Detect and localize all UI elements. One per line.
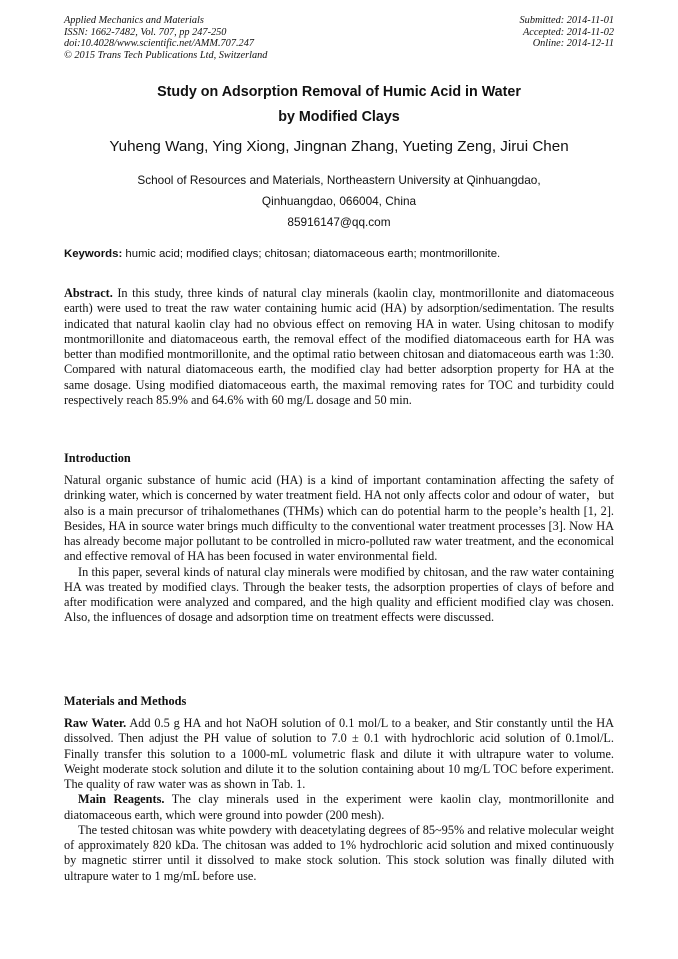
accepted-date: Accepted: 2014-11-02 [522, 26, 614, 38]
introduction-heading: Introduction [64, 451, 131, 465]
main-reagents-text: The clay minerals used in the experiment were kaolin clay, montmorillonite and diatomaceous earth, which were ground into powder (200 mesh). [64, 792, 614, 822]
abstract-text: In this study, three kinds of natural clay minerals (kaolin clay, montmorillonite and diatomaceous earth) were used to treat the raw water containing humic acid (HA) by adsorption/sedimentation. The results indicated that natural kaolin clay had no obvious effect on removing HA in water. Using chitosan to modify montmorillonite and diatomaceous earth, the removal effect of the modified diatomaceous earth for HA was better than modified montmorillonite, and the optimal ratio between chitosan and diatomaceous earth was 1:30. Compared with natural diatomaceous earth, the modified clay had better adsorption property for HA at the same dosage. Using modified diatomaceous earth, the maximal removing rates for TOC and turbidity could respectively reach 85.9% and 64.6% with 60 mg/L dosage and 50 min. [64, 286, 614, 407]
raw-water-text: Add 0.5 g HA and hot NaOH solution of 0.1 mol/L to a beaker, and Stir constantly until the HA dissolved. Then adjust the PH value of solution to 7.0 ± 0.1 with hydrochloric acid solution of 0.1mol/L. Finally transfer this solution to a 1000-mL volumetric flask and dilute it with ultrapure water to volume. Weight moderate stock solution and dilute it to the solution containing about 10 mg/L TOC before experiment. The quality of raw water was as shown in Tab. 1. [64, 716, 614, 791]
main-reagents-label: Main Reagents. [78, 792, 165, 807]
keywords-label: Keywords: [64, 248, 123, 260]
author-email: 85916147@qq.com [287, 215, 391, 229]
abstract [64, 286, 614, 408]
journal-name: Applied Mechanics and Materials [64, 15, 204, 26]
title-line-1: Study on Adsorption Removal of Humic Acid in Water [157, 84, 521, 100]
online-date: Online: 2014-12-11 [532, 38, 614, 50]
affiliation-line-1: School of Resources and Materials, Northeastern University at Qinhuangdao, [137, 173, 541, 187]
abstract-label: Abstract. [64, 286, 113, 300]
doi-line: doi:10.4028/www.scientific.net/AMM.707.247 [64, 38, 254, 50]
keywords-text: humic acid; modified clays; chitosan; diatomaceous earth; montmorillonite. [122, 248, 501, 260]
paper-title [64, 80, 614, 130]
raw-water-label: Raw Water. [64, 716, 127, 730]
affiliation [64, 170, 614, 233]
issn-line: ISSN: 1662-7482, Vol. 707, pp 247-250 [64, 26, 227, 38]
submitted-date: Submitted: 2014-11-01 [519, 15, 614, 26]
keywords [64, 248, 624, 260]
affiliation-line-2: Qinhuangdao, 066004, China [261, 194, 417, 208]
introduction-body [64, 473, 614, 626]
title-line-2: by Modified Clays [278, 109, 400, 125]
submission-dates [520, 15, 614, 50]
introduction-paragraph-2: In this paper, several kinds of natural clay minerals were modified by chitosan, and the raw water containing HA was treated by modified clays. Through the beaker tests, the adsorption properties of clays of before and after modification were analyzed and compared, and the high quality and efficient modified clay was chosen. Also, the influences of dosage and adsorption time on treatment effects were discussed. [64, 564, 614, 625]
introduction-paragraph-1: Natural organic substance of humic acid (HA) is a kind of important contamination affecting the safety of drinking water, which is concerned by water treatment field. HA not only affects color and odour of water，but also is a main precursor of trihalomethanes (THMs) which can do potential harm to the people’s health [1, 2]. Besides, HA in source water brings much difficulty to the conventional water treatment processes [3]. Now HA has already become major pollutant to be controlled in micro-polluted raw water treatment, and the economical and effective removal of HA has been focused in water environmental field. [64, 473, 614, 564]
author-list: Yuheng Wang, Ying Xiong, Jingnan Zhang, Yueting Zeng, Jirui Chen [109, 138, 569, 155]
methods-body [64, 716, 614, 884]
chitosan-paragraph: The tested chitosan was white powdery with deacetylating degrees of 85~95% and relative molecular weight of approximately 820 kDa. The chitosan was added to 1% hydrochloric acid solution and mixed continuously by magnetic stirrer until it dissolved to make stock solution. This stock solution was finally diluted with ultrapure water to 1 mg/mL before use. [64, 822, 614, 883]
copyright-line: © 2015 Trans Tech Publications Ltd, Switzerland [64, 49, 268, 61]
journal-info [64, 15, 267, 61]
methods-heading: Materials and Methods [64, 694, 187, 708]
